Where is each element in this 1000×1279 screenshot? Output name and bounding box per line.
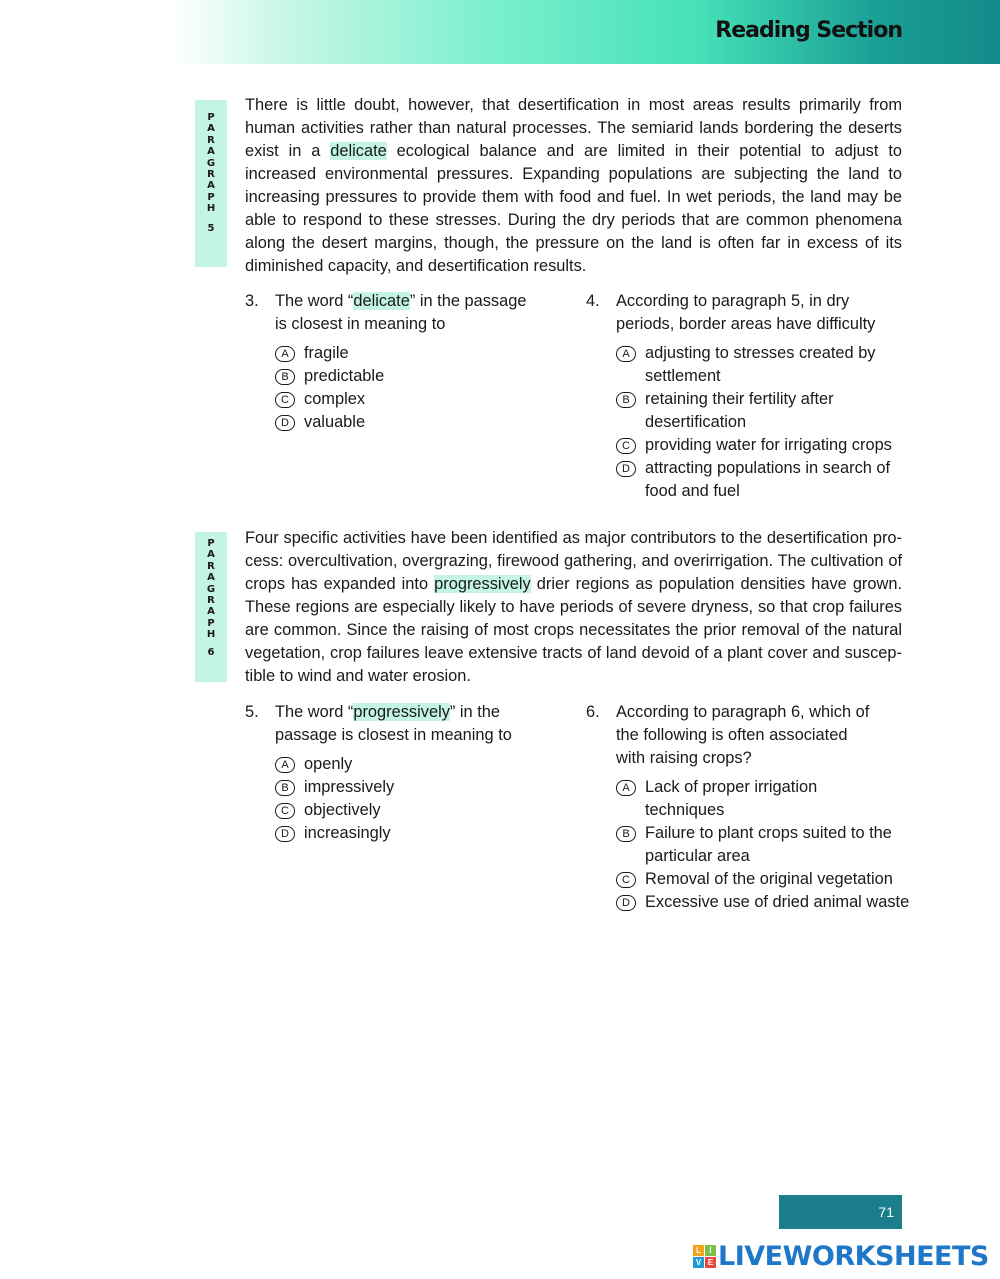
option-bubble[interactable]: C — [616, 438, 636, 454]
answer-option-c[interactable] — [275, 388, 535, 411]
answer-option-a[interactable] — [275, 753, 535, 776]
page-header — [0, 0, 1000, 64]
option-text: adjusting to stresses created by settlement — [645, 344, 876, 385]
tab-letter: P — [207, 112, 215, 123]
passage-text: There is little doubt, however, that desertification in most areas results primarily from human activities rather than natural processes. The semiarid lands bordering the deserts exist in a — [245, 96, 902, 160]
brand-name: LIVEWORKSHEETS — [718, 1240, 989, 1272]
answer-option-d[interactable] — [616, 457, 904, 503]
tab-letter: A — [207, 572, 215, 584]
option-bubble[interactable]: B — [616, 392, 636, 408]
paragraph-5-tab — [195, 100, 227, 267]
passage-text: ecological balance and are limited in their potential to adjust to increased environmental pressures. Expanding populations are subjecting the land to increasing pressures to provide them with food and fuel. In wet periods, the land may be able to respond to these stresses. During the dry periods that are common phenomena along the desert margins, though, the pressure on the land is often far in excess of its diminished capacity, and desertification results. — [245, 142, 902, 275]
answer-option-d[interactable] — [275, 822, 535, 845]
question-5 — [245, 701, 535, 845]
option-text: Removal of the original vegetation — [645, 870, 893, 888]
liveworksheets-logo-icon — [693, 1245, 716, 1268]
answer-option-d[interactable] — [275, 411, 535, 434]
page-number: 71 — [779, 1195, 902, 1229]
tab-letter: G — [206, 583, 216, 595]
tab-letter: G — [206, 157, 216, 169]
option-text: complex — [304, 390, 366, 408]
answer-options — [616, 776, 910, 914]
logo-tile: E — [705, 1257, 716, 1268]
question-stem — [275, 701, 535, 747]
option-bubble[interactable]: A — [616, 780, 636, 796]
tab-letter: A — [207, 180, 215, 192]
highlighted-word: progressively — [353, 703, 450, 721]
question-number: 4. — [586, 292, 600, 310]
option-bubble[interactable]: B — [275, 780, 295, 796]
answer-option-c[interactable] — [275, 799, 535, 822]
passage-text: Four specific activities have been identified as major contributors to the desertification process: overcultivation, overgrazing, firewood gathering, and overirrigation. The cultivation of crops has expanded into — [245, 529, 902, 593]
option-bubble[interactable]: D — [275, 826, 295, 842]
option-bubble[interactable]: B — [616, 826, 636, 842]
option-bubble[interactable]: C — [616, 872, 636, 888]
option-text: providing water for irrigating crops — [645, 436, 892, 454]
tab-letter: R — [207, 595, 215, 607]
option-bubble[interactable]: B — [275, 369, 295, 385]
question-4 — [586, 290, 904, 503]
answer-option-c[interactable] — [616, 868, 904, 891]
option-text: fragile — [304, 344, 349, 362]
option-text: impressively — [304, 778, 395, 796]
tab-letter: H — [206, 629, 216, 641]
highlighted-word: delicate — [353, 292, 410, 310]
answer-option-a[interactable] — [616, 776, 904, 822]
option-text: objectively — [304, 801, 381, 819]
tab-letter: A — [207, 549, 215, 561]
tab-number: 6 — [207, 646, 215, 658]
logo-tile: V — [693, 1257, 704, 1268]
option-bubble[interactable]: A — [275, 346, 295, 362]
section-title: Reading Section — [715, 18, 902, 43]
answer-option-a[interactable] — [616, 342, 904, 388]
option-bubble[interactable]: D — [275, 415, 295, 431]
answer-option-b[interactable] — [275, 365, 535, 388]
stem-text: The word “ — [275, 292, 354, 310]
option-bubble[interactable]: C — [275, 803, 295, 819]
tab-letter: P — [207, 617, 215, 629]
question-6 — [586, 701, 910, 914]
paragraph-5-text — [245, 94, 902, 278]
option-bubble[interactable]: A — [275, 757, 295, 773]
tab-letter: R — [207, 134, 215, 146]
option-text: predictable — [304, 367, 385, 385]
option-text: retaining their fertility after desertification — [645, 390, 834, 431]
question-number: 6. — [586, 703, 600, 721]
answer-option-c[interactable] — [616, 434, 904, 457]
option-bubble[interactable]: A — [616, 346, 636, 362]
logo-tile: I — [705, 1245, 716, 1256]
question-3 — [245, 290, 535, 434]
tab-letter: R — [207, 560, 215, 572]
passage-text: drier regions as population densities have grown. These regions are especially likely to have periods of severe dryness, so that crop failures are common. Since the raising of most crops necessitates the prior removal of the natural vegetation, crop failures leave extensive tracts of land devoid of a plant cover and susceptible to wind and water erosion. — [245, 575, 903, 685]
question-stem: According to paragraph 5, in dry periods, border areas have difficulty — [616, 292, 876, 333]
answer-option-b[interactable] — [616, 388, 904, 434]
question-number: 5. — [245, 703, 259, 721]
option-text: increasingly — [304, 824, 391, 842]
stem-text: ” in the passage is closest in meaning to — [275, 703, 512, 744]
answer-options — [616, 342, 904, 503]
liveworksheets-brand[interactable] — [693, 1240, 989, 1272]
tab-letter: A — [207, 606, 215, 618]
question-number: 3. — [245, 292, 259, 310]
answer-options — [275, 342, 535, 434]
tab-letter: P — [207, 538, 215, 549]
stem-text: ” in the passage is closest in meaning to — [275, 292, 527, 333]
tab-letter: P — [207, 191, 215, 203]
option-text: Excessive use of dried animal waste — [645, 893, 910, 911]
tab-letter: H — [206, 203, 216, 215]
answer-option-b[interactable] — [616, 822, 904, 868]
answer-option-d[interactable] — [616, 891, 910, 914]
option-text: openly — [304, 755, 353, 773]
highlighted-word: progressively — [434, 575, 531, 593]
logo-tile: L — [693, 1245, 704, 1256]
answer-option-b[interactable] — [275, 776, 535, 799]
tab-letter: A — [207, 146, 215, 158]
question-stem: According to paragraph 6, which of the following is often associated with raising crops? — [616, 703, 870, 767]
answer-option-a[interactable] — [275, 342, 535, 365]
option-text: Lack of proper irrigation techniques — [645, 778, 818, 819]
highlighted-word: delicate — [330, 142, 387, 160]
option-text: attracting populations in search of food and fuel — [645, 459, 891, 500]
option-text: Failure to plant crops suited to the particular area — [645, 824, 892, 865]
option-bubble[interactable]: C — [275, 392, 295, 408]
tab-number: 5 — [207, 222, 215, 234]
stem-text: The word “ — [275, 703, 354, 721]
paragraph-6-text — [245, 527, 902, 688]
option-bubble[interactable]: D — [616, 895, 636, 911]
answer-options — [275, 753, 535, 845]
tab-letter: R — [207, 169, 215, 181]
option-text: valuable — [304, 413, 366, 431]
question-stem — [275, 290, 535, 336]
tab-letter: A — [207, 123, 215, 135]
option-bubble[interactable]: D — [616, 461, 636, 477]
paragraph-6-tab — [195, 532, 227, 682]
